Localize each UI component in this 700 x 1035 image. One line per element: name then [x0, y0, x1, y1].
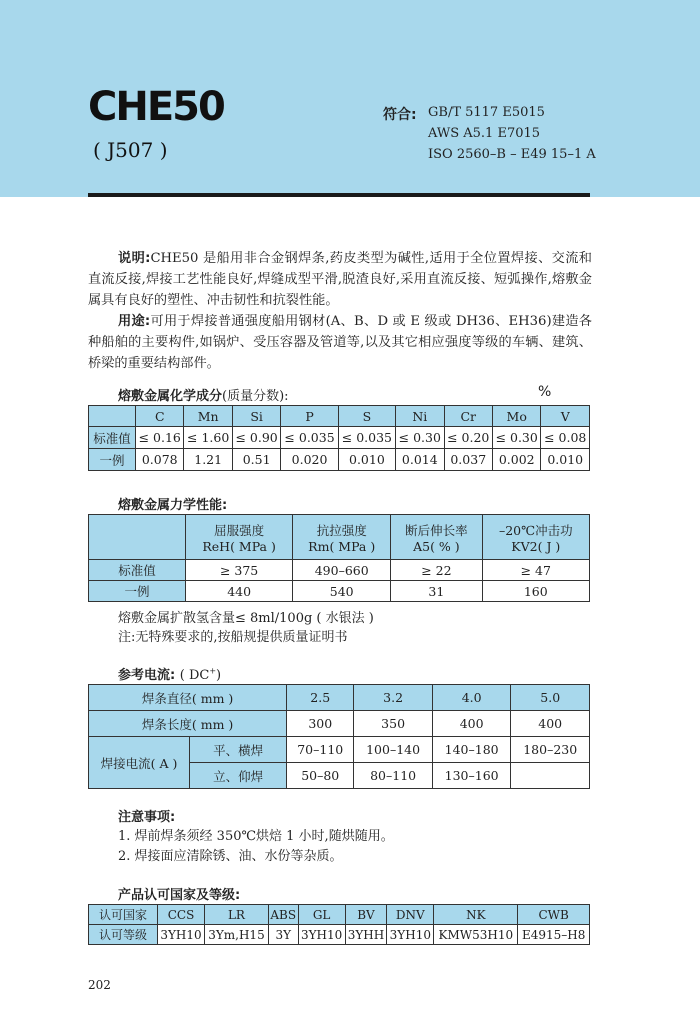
current-table: [88, 684, 590, 789]
table-row: 焊条直径( mm ) 2.5 3.2 4.0 5.0: [89, 685, 590, 711]
table-row: 认可国家 CCS LR ABS GL BV DNV NK CWB: [89, 905, 590, 925]
page-number: 202: [88, 978, 111, 992]
standard-1: GB/T 5117 E5015: [428, 105, 545, 120]
header-rule: [88, 193, 590, 197]
product-title: CHE50: [88, 84, 224, 130]
usage-paragraph: [88, 311, 592, 374]
table-row: 标准值 ≥ 375 490–660 ≥ 22 ≥ 47: [89, 560, 590, 581]
certificate-note: 注:无特殊要求的,按船规提供质量证明书: [118, 630, 348, 645]
chemistry-table: [88, 405, 590, 471]
notes-item-2: 2. 焊接面应清除锈、油、水份等杂质。: [118, 849, 343, 864]
table-row: 焊接电流( A ) 平、横焊 70–110 100–140 140–180 180–230: [89, 737, 590, 763]
standard-3: ISO 2560–B – E49 15–1 A: [428, 147, 596, 162]
table-row: 认可等级 3YH10 3Ym,H15 3Y 3YH10 3YHH 3YH10 KMW53H10 E4915–H8: [89, 925, 590, 945]
mechanical-title: 熔敷金属力学性能:: [118, 498, 228, 513]
table-row: 一例 0.078 1.21 0.51 0.020 0.010 0.014 0.037 0.002 0.010: [89, 449, 590, 471]
description-paragraph: [88, 248, 592, 311]
description-text: CHE50 是船用非合金钢焊条,药皮类型为碱性,适用于全位置焊接、交流和直流反接,焊接工艺性能良好,焊缝成型平滑,脱渣良好,采用直流反接、短弧操作,熔敷金属具有良好的塑性、冲击韧性和抗裂性能。: [88, 251, 592, 308]
approval-table: [88, 904, 590, 945]
chemistry-unit: %: [538, 384, 552, 400]
current-title: 参考电流: ( DC+): [118, 666, 222, 683]
table-row: 屈服强度 ReH( MPa ) 抗拉强度 Rm( MPa ) 断后伸长率 A5( % ) –20℃冲击功 KV2( J ): [89, 515, 590, 560]
approval-title: 产品认可国家及等级:: [118, 888, 241, 903]
standards-label: 符合:: [383, 107, 417, 123]
product-subtitle: ( J507 ): [93, 138, 168, 162]
description-label: 说明:: [118, 251, 151, 266]
notes-item-1: 1. 焊前焊条须经 350℃烘焙 1 小时,随烘随用。: [118, 829, 394, 844]
chemistry-title: 熔敷金属化学成分(质量分数):: [118, 389, 289, 404]
usage-text: 可用于焊接普通强度船用钢材(A、B、D 或 E 级或 DH36、EH36)建造各种船舶的主要构件,如锅炉、受压容器及管道等,以及其它相应强度等级的车辆、建筑、桥梁的重要结构部件。: [88, 314, 592, 371]
mechanical-table: [88, 514, 590, 602]
table-row: 标准值 ≤ 0.16 ≤ 1.60 ≤ 0.90 ≤ 0.035 ≤ 0.035 ≤ 0.30 ≤ 0.20 ≤ 0.30 ≤ 0.08: [89, 427, 590, 449]
standard-2: AWS A5.1 E7015: [428, 126, 541, 141]
table-row: 一例 440 540 31 160: [89, 581, 590, 602]
table-row: 立、仰焊 50–80 80–110 130–160: [89, 763, 590, 789]
hydrogen-note: 熔敷金属扩散氢含量≤ 8ml/100g ( 水银法 ): [118, 611, 374, 626]
table-row: 焊条长度( mm ) 300 350 400 400: [89, 711, 590, 737]
notes-title: 注意事项:: [118, 810, 176, 825]
usage-label: 用途:: [118, 314, 151, 329]
table-row: C Mn Si P S Ni Cr Mo V: [89, 406, 590, 427]
